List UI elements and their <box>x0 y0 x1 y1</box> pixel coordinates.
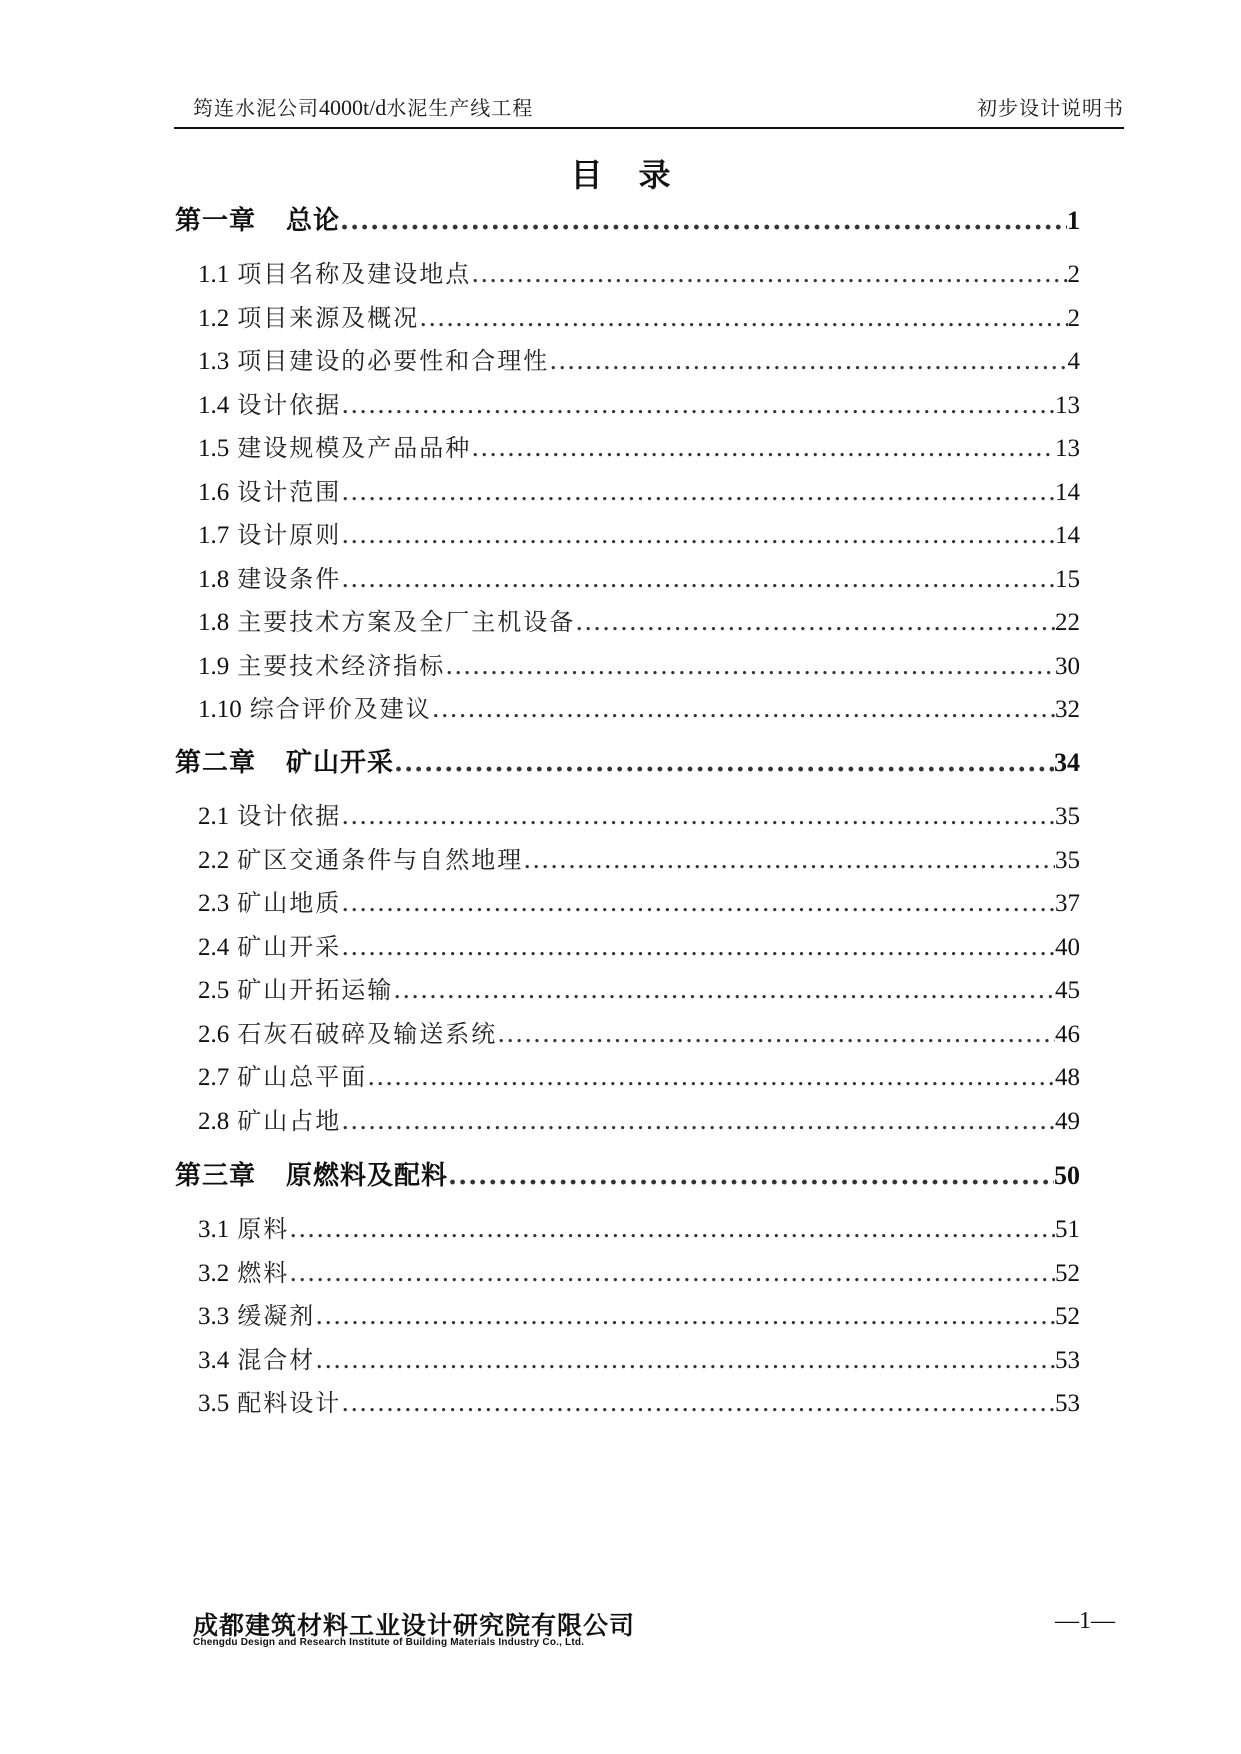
section-number: 1.4 <box>198 391 230 419</box>
section-label <box>198 927 341 962</box>
section-label <box>198 1340 315 1375</box>
section-label <box>198 970 393 1005</box>
section-number: 1.2 <box>198 304 230 332</box>
dot-leader <box>471 259 1067 288</box>
toc-section-entry[interactable] <box>198 796 1080 831</box>
dot-leader <box>341 1388 1055 1417</box>
section-label <box>198 472 341 507</box>
toc-chapter-entry[interactable] <box>175 1155 1080 1192</box>
section-label <box>198 1101 341 1136</box>
section-label <box>198 796 341 831</box>
chapter-page-number: 1 <box>1067 206 1080 235</box>
section-title: 设计原则 <box>237 521 342 549</box>
section-title: 矿区交通条件与自然地理 <box>237 845 524 874</box>
dot-leader <box>341 1106 1055 1135</box>
section-number: 2.5 <box>198 977 230 1004</box>
section-number: 3.4 <box>198 1346 230 1374</box>
section-label <box>198 1014 497 1049</box>
section-page-number: 13 <box>1055 435 1080 462</box>
section-number: 2.3 <box>198 890 230 917</box>
section-page-number: 53 <box>1055 1346 1080 1374</box>
dot-leader <box>497 1019 1055 1048</box>
toc-section-entry[interactable] <box>198 1209 1080 1244</box>
section-title: 缓凝剂 <box>237 1302 316 1330</box>
dot-leader <box>289 1258 1055 1287</box>
toc-section-entry[interactable] <box>198 1340 1080 1375</box>
section-number: 1.10 <box>198 696 242 723</box>
section-title: 项目来源及概况 <box>237 303 420 332</box>
section-title: 建设规模及产品品种 <box>237 434 472 462</box>
section-number: 1.1 <box>198 261 230 288</box>
dot-leader <box>341 477 1055 506</box>
section-title: 项目名称及建设地点 <box>237 260 472 288</box>
header-capacity: 4000t/d <box>319 95 387 120</box>
section-number: 3.2 <box>198 1259 230 1287</box>
section-number: 2.4 <box>198 933 230 961</box>
section-page-number: 49 <box>1055 1107 1080 1135</box>
section-title: 混合材 <box>237 1345 316 1374</box>
dot-leader <box>289 1214 1055 1243</box>
section-title: 设计范围 <box>237 477 342 506</box>
dot-leader <box>445 651 1055 680</box>
toc-chapter-entry[interactable] <box>175 742 1080 779</box>
toc-section-entry[interactable] <box>198 298 1080 333</box>
chapter-name: 矿山开采 <box>286 748 395 778</box>
section-title: 矿山占地 <box>237 1106 342 1135</box>
dot-leader <box>315 1345 1055 1374</box>
section-title: 原料 <box>237 1215 290 1243</box>
section-title: 矿山开拓运输 <box>237 976 394 1004</box>
toc-section-entry[interactable] <box>198 1296 1080 1331</box>
dot-leader <box>341 932 1055 961</box>
section-title: 燃料 <box>237 1258 290 1287</box>
toc-title: 目录 <box>570 156 707 194</box>
dot-leader <box>432 694 1055 723</box>
toc-section-entry[interactable] <box>198 1057 1080 1092</box>
section-number: 2.2 <box>198 846 230 874</box>
section-title: 设计依据 <box>237 802 342 830</box>
section-label <box>198 883 341 918</box>
dot-leader <box>340 206 1067 236</box>
section-title: 设计依据 <box>237 390 342 419</box>
section-label <box>198 1209 289 1244</box>
chapter-name: 总论 <box>286 206 341 236</box>
toc-section-entry[interactable] <box>198 1253 1080 1288</box>
header-project-prefix: 筠连水泥公司 <box>193 96 319 120</box>
section-number: 3.5 <box>198 1390 230 1417</box>
page-header-right: 初步设计说明书 <box>977 96 1124 120</box>
section-label <box>198 1383 341 1418</box>
chapter-page-number: 50 <box>1054 1161 1080 1190</box>
footer-company-name: 成都建筑材料工业设计研究院有限公司 <box>193 1611 636 1640</box>
dot-leader <box>315 1301 1055 1330</box>
section-label <box>198 341 549 376</box>
section-label <box>198 515 341 550</box>
section-number: 1.8 <box>198 565 230 593</box>
toc-section-entry[interactable] <box>198 559 1080 594</box>
section-label <box>198 298 419 333</box>
section-title: 项目建设的必要性和合理性 <box>237 347 550 375</box>
dot-leader <box>341 564 1055 593</box>
section-label <box>198 646 445 681</box>
toc-section-entry[interactable] <box>198 970 1080 1005</box>
section-page-number: 35 <box>1055 846 1080 874</box>
section-number: 1.3 <box>198 348 230 375</box>
section-label <box>198 1057 367 1092</box>
toc-chapter-entry[interactable] <box>175 200 1080 237</box>
section-page-number: 40 <box>1055 933 1080 961</box>
dot-leader <box>341 888 1055 917</box>
toc-section-entry[interactable] <box>198 1014 1080 1049</box>
section-page-number: 35 <box>1055 803 1080 830</box>
section-page-number: 48 <box>1055 1064 1080 1091</box>
section-page-number: 52 <box>1055 1303 1080 1330</box>
section-title: 主要技术经济指标 <box>237 651 446 680</box>
section-label <box>198 559 341 594</box>
toc-section-entry[interactable] <box>198 840 1080 875</box>
section-label <box>198 254 471 289</box>
section-label <box>198 840 523 875</box>
section-number: 2.7 <box>198 1064 230 1091</box>
section-number: 2.8 <box>198 1107 230 1135</box>
section-label <box>198 428 471 463</box>
section-page-number: 53 <box>1055 1390 1080 1417</box>
footer-company-english: Chengdu Design and Research Institute of Building Materials Industry Co., Ltd. <box>193 1637 585 1648</box>
section-page-number: 14 <box>1055 522 1080 549</box>
section-number: 1.7 <box>198 522 230 549</box>
chapter-label <box>175 742 394 779</box>
section-page-number: 37 <box>1055 890 1080 917</box>
toc-section-entry[interactable] <box>198 883 1080 918</box>
section-title: 配料设计 <box>237 1389 342 1417</box>
header-project-suffix: 水泥生产线工程 <box>386 96 534 120</box>
section-title: 矿山总平面 <box>237 1063 368 1091</box>
toc-section-entry[interactable] <box>198 385 1080 420</box>
section-page-number: 4 <box>1067 348 1080 375</box>
chapter-page-number: 34 <box>1054 748 1080 777</box>
section-title: 矿山开采 <box>237 932 342 961</box>
section-label <box>198 1296 315 1331</box>
toc-section-entry[interactable] <box>198 428 1080 463</box>
section-label <box>198 385 341 420</box>
dot-leader <box>471 433 1055 462</box>
section-number: 1.9 <box>198 652 230 680</box>
footer-page-number: —1— <box>1055 1608 1115 1634</box>
dot-leader <box>341 390 1055 419</box>
dot-leader <box>419 303 1067 332</box>
section-title: 石灰石破碎及输送系统 <box>237 1019 498 1048</box>
chapter-label <box>175 200 340 237</box>
section-number: 1.5 <box>198 435 230 462</box>
dot-leader <box>367 1062 1055 1091</box>
section-label <box>198 602 575 637</box>
section-title: 矿山地质 <box>237 889 342 917</box>
toc-section-entry[interactable] <box>198 689 1080 724</box>
toc-section-entry[interactable] <box>198 602 1080 637</box>
section-page-number: 2 <box>1067 304 1080 332</box>
section-page-number: 2 <box>1067 261 1080 288</box>
section-page-number: 45 <box>1055 977 1080 1004</box>
section-page-number: 22 <box>1055 609 1080 636</box>
chapter-prefix: 第三章 <box>175 1161 257 1191</box>
dot-leader <box>575 607 1055 636</box>
section-label <box>198 689 432 724</box>
toc-section-entry[interactable] <box>198 646 1080 681</box>
section-page-number: 52 <box>1055 1259 1080 1287</box>
section-title: 主要技术方案及全厂主机设备 <box>237 608 576 636</box>
dot-leader <box>549 346 1067 375</box>
section-title: 建设条件 <box>237 564 342 593</box>
chapter-prefix: 第一章 <box>175 206 257 236</box>
toc-section-entry[interactable] <box>198 515 1080 550</box>
section-page-number: 14 <box>1055 478 1080 506</box>
section-title: 综合评价及建议 <box>249 695 432 723</box>
section-page-number: 46 <box>1055 1020 1080 1048</box>
section-page-number: 15 <box>1055 565 1080 593</box>
dot-leader <box>394 748 1054 778</box>
section-number: 3.1 <box>198 1216 230 1243</box>
dot-leader <box>341 520 1055 549</box>
section-number: 2.1 <box>198 803 230 830</box>
section-page-number: 13 <box>1055 391 1080 419</box>
dot-leader <box>523 845 1055 874</box>
chapter-label <box>175 1155 448 1192</box>
chapter-name: 原燃料及配料 <box>286 1161 449 1191</box>
section-number: 3.3 <box>198 1303 230 1330</box>
toc-section-entry[interactable] <box>198 1101 1080 1136</box>
dot-leader <box>341 801 1055 830</box>
section-label <box>198 1253 289 1288</box>
section-page-number: 30 <box>1055 652 1080 680</box>
section-page-number: 51 <box>1055 1216 1080 1243</box>
toc-section-entry[interactable] <box>198 254 1080 289</box>
toc-section-entry[interactable] <box>198 1383 1080 1418</box>
section-number: 1.8 <box>198 609 230 636</box>
toc-section-entry[interactable] <box>198 927 1080 962</box>
chapter-prefix: 第二章 <box>175 748 257 778</box>
section-number: 2.6 <box>198 1020 230 1048</box>
section-number: 1.6 <box>198 478 230 506</box>
dot-leader <box>448 1161 1054 1191</box>
toc-section-entry[interactable] <box>198 341 1080 376</box>
toc-section-entry[interactable] <box>198 472 1080 507</box>
section-page-number: 32 <box>1055 696 1080 723</box>
dot-leader <box>393 975 1055 1004</box>
